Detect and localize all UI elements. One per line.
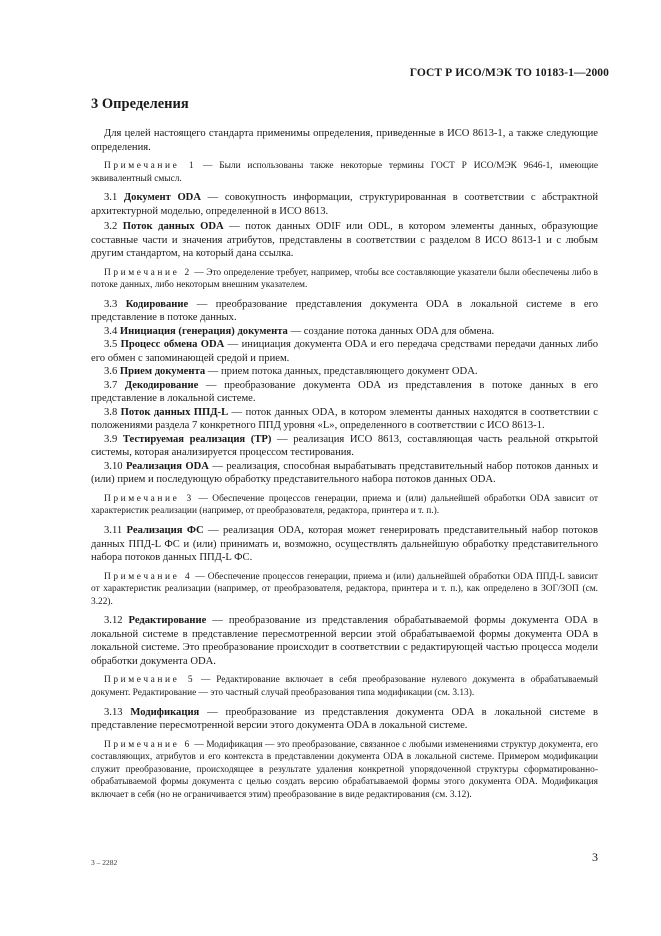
definition-text: — прием потока данных, представляющего документ ODA. [205, 366, 478, 378]
definition-term: Поток данных ППД-L [120, 406, 229, 418]
definition-3-11 [91, 524, 598, 565]
note-label: Примечание 3 [104, 493, 194, 504]
document-code-header: ГОСТ Р ИСО/МЭК ТО 10183-1—2000 [409, 67, 609, 79]
definition-term: Реализация ФС [126, 525, 204, 537]
definition-3-8 [91, 406, 598, 433]
note-1 [91, 160, 598, 185]
definition-term: Редактирование [128, 615, 207, 627]
definition-number: 3.11 [104, 525, 127, 537]
definition-3-12 [91, 614, 598, 668]
note-text: — Обеспечение процессов генерации, приема и (или) дальнейшей обработки ODA ППД-L зависит от характеристик реализации (например, от преобразователя, редактора, принтера и т. п.), как определено в ЗОГ/ЗОП (см. 3.22). [91, 571, 598, 607]
definition-term: Реализация ODA [125, 460, 209, 472]
definition-number: 3.6 [104, 366, 120, 378]
note-label: Примечание 4 [104, 571, 193, 582]
definition-text: — преобразование из представления документа ODA в локальной системе в представление пересмотренной версии этого документа ODA в локальной системе. [91, 706, 599, 732]
intro-paragraph: Для целей настоящего стандарта применимы определения, приведенные в ИСО 8613-1, а также следующие определения. [91, 128, 598, 153]
definition-number: 3.3 [104, 298, 126, 310]
definition-text: — совокупность информации, структурированная в соответствии с абстрактной архитектурной моделью, определенной в ИСО 8613. [91, 192, 599, 217]
definition-number: 3.12 [104, 615, 129, 627]
definition-term: Кодирование [125, 298, 189, 310]
note-label: Примечание 2 [104, 267, 192, 278]
note-text: — Это определение требует, например, чтобы все составляющие указатели были обеспечены либо в потоке данных, либо некоторым внешним указателем. [91, 267, 598, 291]
definition-term: Документ ODA [123, 192, 201, 204]
definition-text: — преобразование представления документа ODA в локальной системе в его представление в потоке данных. [91, 298, 598, 324]
definition-3-5 [91, 338, 598, 365]
section-title: 3 Определения [91, 96, 189, 112]
definition-3-4 [91, 325, 598, 339]
definition-3-2 [91, 220, 598, 261]
note-label: Примечание 1 [104, 161, 197, 171]
definition-number: 3.5 [104, 339, 121, 351]
definition-term: Поток данных ODA [122, 221, 224, 233]
definition-3-6 [91, 365, 598, 379]
note-6 [91, 739, 598, 802]
definition-text: — реализация ODA, которая может генерировать представительный набор потоков данных ППД-L ФС и (или) принимать и, возможно, осуществлять дальнейшую обработку представительного набора потоков данных ППД-L ФС. [91, 525, 598, 564]
page-body [91, 127, 598, 802]
definition-text: — реализация ИСО 8613, составляющая часть реальной открытой системы, которая анализируется процессом тестирования. [91, 433, 599, 459]
note-text: — Были использованы также некоторые термины ГОСТ Р ИСО/МЭК 9646-1, имеющие эквивалентный смысл. [91, 161, 598, 184]
definition-3-9 [91, 433, 598, 460]
note-label: Примечание 5 [104, 675, 196, 686]
definition-term: Инициация (генерация) документа [119, 325, 288, 337]
definition-number: 3.10 [104, 460, 126, 472]
definition-text: — реализация, способная вырабатывать представительный набор потоков данных и (или) прием и последующую обработку представительного набора потоков данных ODA. [91, 460, 599, 486]
definition-3-1 [91, 191, 598, 218]
definition-text: — поток данных ODIF или ODL, в котором элементы данных, образующие составные части и значения атрибутов, представлены в соответствии с разделом 8 ИСО 8613-1 и с любым другим стандартом, на который дана ссылка. [91, 221, 599, 260]
note-text: — Редактирование включает в себя преобразование нулевого документа в обрабатываемый документ. Редактирование — это частный случай преобразования типа модификации (см. 3.13). [91, 675, 598, 698]
page-number: 3 [592, 850, 598, 864]
note-label: Примечание 6 [104, 739, 192, 750]
definition-number: 3.2 [104, 221, 123, 233]
note-text: — Обеспечение процессов генерации, приема и (или) дальнейшей обработки ODA зависит от характеристик реализации (например, от преобразователя, редактора, принтера и т. п.). [91, 493, 599, 517]
definition-number: 3.7 [104, 379, 125, 391]
definition-3-7 [91, 379, 598, 406]
definition-text: — преобразование из представления обрабатываемой формы документа ODA в локальной системе в представление пересмотренной версии этой обрабатываемой формы документа ODA в локальной системе. Это преобразование происходит в соответствии с редактирующей частью процесса модели обработки документа ODA. [91, 615, 598, 667]
definition-number: 3.4 [104, 325, 120, 337]
note-5 [91, 674, 598, 699]
definition-text: — поток данных ODA, в котором элементы данных находятся в соответствии с положениями раздела 7 конкретного ППД уровня «L», определенного в соответствии с ИСО 8613-1. [91, 406, 598, 432]
note-2 [91, 267, 598, 292]
definition-3-3 [91, 298, 598, 325]
definition-3-13 [91, 706, 598, 733]
definition-text: — преобразование документа ODA из представления в потоке данных в его представление в локальной системе. [91, 379, 598, 405]
definition-number: 3.8 [104, 406, 121, 418]
definition-term: Процесс обмена ODA [120, 339, 225, 351]
definition-text: — создание потока данных ODA для обмена. [287, 325, 495, 337]
definition-term: Декодирование [124, 379, 199, 391]
definition-3-10 [91, 460, 598, 487]
definition-term: Модификация [130, 706, 200, 718]
definition-number: 3.9 [104, 433, 123, 445]
note-text: — Модификация — это преобразование, связанное с любыми изменениями структур документа, его составляющих, атрибутов и его контекста в представлении документа ODA в локальной системе. Примером модификации служит преобразование, происходящее в результате удаления конкретной упорядоченной структуры сформатированно-обрабатываемой формы документа с целью создать версию обрабатываемой формы этого документа ODA. Модификация включает в себя (но не ограничивается этим) преобразование в виде редактирования (см. 3.12). [91, 739, 598, 800]
definition-number: 3.1 [104, 192, 124, 204]
definition-number: 3.13 [104, 706, 131, 718]
note-4 [91, 571, 598, 609]
definition-term: Прием документа [119, 366, 206, 378]
note-3 [91, 493, 598, 518]
definition-text: — инициация документа ODA и его передача средствами передачи данных либо его обмен с запоминающей средой и прием. [91, 339, 599, 364]
definition-term: Тестируемая реализация (ТР) [122, 433, 272, 445]
print-code: 3 – 2282 [91, 858, 118, 867]
